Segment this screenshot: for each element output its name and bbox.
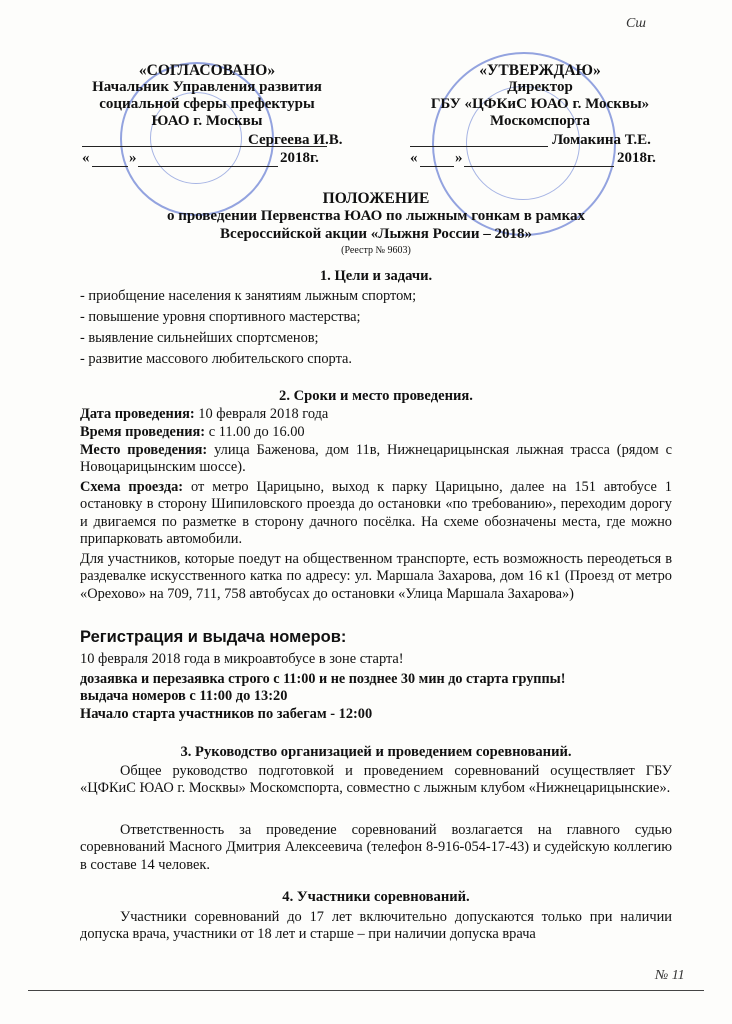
registration-line: дозаявка и перезаявка строго с 11:00 и не позднее 30 мин до старта группы! <box>80 671 566 687</box>
left-date-month-line <box>138 166 278 167</box>
left-signer: Сергеева И.В. <box>248 132 343 148</box>
right-date-open: « <box>410 150 418 166</box>
section1-heading: 1. Цели и задачи. <box>319 268 433 284</box>
registration-heading: Регистрация и выдача номеров: <box>80 628 347 646</box>
footer-handwritten-mark: № 11 <box>655 968 685 983</box>
left-approval-line1: Начальник Управления развития <box>92 79 322 95</box>
event-place-label: Место проведения: <box>80 442 208 458</box>
right-signer: Ломакина Т.Е. <box>552 132 651 148</box>
section3-paragraph: Ответственность за проведение соревнований возлагается на главного судью соревнований Масного Дмитрия Алексеевича (телефон 8-916-054-17-43) и судейскую коллегию в составе 14 человек. <box>80 822 672 873</box>
corner-handwritten-mark: Сш <box>626 16 646 31</box>
section2-heading: 2. Сроки и место проведения. <box>279 388 473 404</box>
right-date-month-line <box>464 166 614 167</box>
section4-paragraph: Участники соревнований до 17 лет включительно допускаются только при наличии допуска врача, участники от 18 лет и старше – при наличии допуска врача <box>80 909 672 943</box>
left-approval-line2: социальной сферы префектуры <box>99 96 315 112</box>
right-approval-block <box>400 62 680 130</box>
section3-paragraph: Общее руководство подготовкой и проведением соревнований осуществляет ГБУ «ЦФКиС ЮАО г. Москвы» Москомспорта, совместно с лыжным клубом «Нижнецарицынские». <box>80 763 672 797</box>
route-scheme-value: от метро Царицыно, выход к парку Царицыно, далее на 151 автобусе 1 остановку в сторону Шипиловского проезда до остановки «по требованию», переходим дорогу и двигаемся по разметке в сторону дачного посёлка. На схеме обозначены места, где можно припарковать автомобили. <box>80 479 672 548</box>
right-approval-line2: ГБУ «ЦФКиС ЮАО г. Москвы» <box>430 96 650 112</box>
event-date-value: 10 февраля 2018 года <box>194 406 329 422</box>
event-time-label: Время проведения: <box>80 424 206 440</box>
left-approval-block <box>72 62 342 130</box>
left-date-day-line <box>92 166 128 167</box>
document-title: ПОЛОЖЕНИЕ <box>322 190 430 207</box>
registry-number: (Реестр № 9603) <box>341 245 411 256</box>
event-place-value: улица Баженова, дом 11в, Нижнецарицынская лыжная трасса (рядом с Новоцарицынским шоссе). <box>80 442 672 476</box>
document-title-line1: о проведении Первенства ЮАО по лыжным гонкам в рамках <box>166 208 586 224</box>
registration-line: Начало старта участников по забегам - 12:00 <box>80 706 373 722</box>
left-approval-line3: ЮАО г. Москвы <box>151 113 263 129</box>
left-date-year: 2018г. <box>280 150 319 166</box>
event-time <box>80 424 680 441</box>
event-time-value: с 11.00 до 16.00 <box>205 424 305 440</box>
right-approval-title: «УТВЕРЖДАЮ» <box>479 62 601 79</box>
right-signature-line <box>410 146 548 147</box>
route-scheme-label: Схема проезда: <box>80 479 184 495</box>
left-approval-title: «СОГЛАСОВАНО» <box>138 62 276 79</box>
event-place <box>80 442 672 477</box>
section1-item: - выявление сильнейших спортсменов; <box>80 330 319 346</box>
registration-line: выдача номеров с 11:00 до 13:20 <box>80 688 288 704</box>
right-date-year: 2018г. <box>617 150 656 166</box>
right-approval-line1: Директор <box>507 79 573 95</box>
document-title-line2: Всероссийской акции «Лыжня России – 2018» <box>220 226 532 242</box>
left-signature-line <box>82 146 327 147</box>
left-date-close: » <box>129 150 137 166</box>
event-date-label: Дата проведения: <box>80 406 195 422</box>
left-date-open: « <box>82 150 90 166</box>
event-date <box>80 406 680 423</box>
registration-line: 10 февраля 2018 года в микроавтобусе в зоне старта! <box>80 651 404 667</box>
right-date-day-line <box>420 166 454 167</box>
footer-rule <box>28 990 704 991</box>
right-date-close: » <box>455 150 463 166</box>
right-approval-line3: Москомспорта <box>490 113 590 129</box>
section1-item: - развитие массового любительского спорта. <box>80 351 353 367</box>
public-transport-info: Для участников, которые поедут на общественном транспорте, есть возможность переодеться в раздевалке искусственного катка по адресу: ул. Маршала Захарова, дом 16 к1 (Проезд от метро «Орехово» на 709, 711, 758 автобусах до остановки «Улица Маршала Захарова») <box>80 551 672 602</box>
section4-heading: 4. Участники соревнований. <box>282 889 470 905</box>
section1-item: - приобщение населения к занятиям лыжным спортом; <box>80 288 417 304</box>
section3-heading: 3. Руководство организацией и проведением соревнований. <box>180 744 572 760</box>
section1-item: - повышение уровня спортивного мастерства; <box>80 309 361 325</box>
route-scheme <box>80 479 672 549</box>
